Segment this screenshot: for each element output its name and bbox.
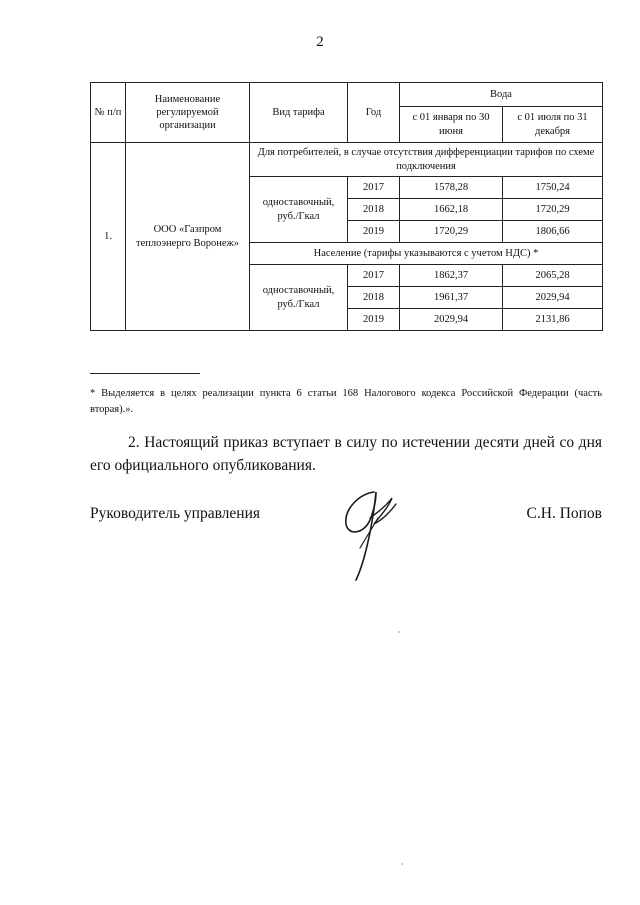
group-label: Население (тарифы указываются с учетом НДС) * [250,243,603,265]
value-cell: 1662,18 [400,199,503,221]
organization-name: ООО «Газпром теплоэнерго Воронеж» [126,143,250,331]
value-cell: 1961,37 [400,287,503,309]
signatory-name: С.Н. Попов [526,505,602,522]
scan-speck [398,631,400,633]
group-label: Для потребителей, в случае отсутствия дифференциации тарифов по схеме подключения [250,143,603,177]
row-number: 1. [91,143,126,331]
value-cell: 2029,94 [503,287,603,309]
scan-speck [401,863,403,865]
header-year: Год [348,83,400,143]
value-cell: 2065,28 [503,265,603,287]
year-cell: 2019 [348,221,400,243]
year-cell: 2019 [348,309,400,331]
header-tariff-type: Вид тарифа [250,83,348,143]
header-period-2: с 01 июля по 31 декабря [503,107,603,143]
year-cell: 2018 [348,287,400,309]
value-cell: 1806,66 [503,221,603,243]
value-cell: 1720,29 [503,199,603,221]
value-cell: 1578,28 [400,177,503,199]
effective-date-paragraph: 2. Настоящий приказ вступает в силу по истечении десяти дней со дня его официального опубликования. [90,434,602,475]
header-num: № п/п [91,83,126,143]
value-cell: 1750,24 [503,177,603,199]
tariff-table [90,82,603,331]
tariff-type-cell: одноставочный, руб./Гкал [250,265,348,331]
page-number: 2 [316,34,324,50]
header-water: Вода [400,83,603,107]
value-cell: 1720,29 [400,221,503,243]
tariff-type-cell: одноставочный, руб./Гкал [250,177,348,243]
year-cell: 2017 [348,177,400,199]
value-cell: 2131,86 [503,309,603,331]
value-cell: 2029,94 [400,309,503,331]
header-org: Наименование регулируемой организации [126,83,250,143]
signatory-title: Руководитель управления [90,505,261,522]
year-cell: 2018 [348,199,400,221]
header-period-1: с 01 января по 30 июня [400,107,503,143]
footnote-divider [90,373,200,374]
handwritten-signature [330,478,410,588]
year-cell: 2017 [348,265,400,287]
value-cell: 1862,37 [400,265,503,287]
footnote: * Выделяется в целях реализации пункта 6 статьи 168 Налогового кодекса Российской Федерации (часть вторая).». [90,388,602,416]
